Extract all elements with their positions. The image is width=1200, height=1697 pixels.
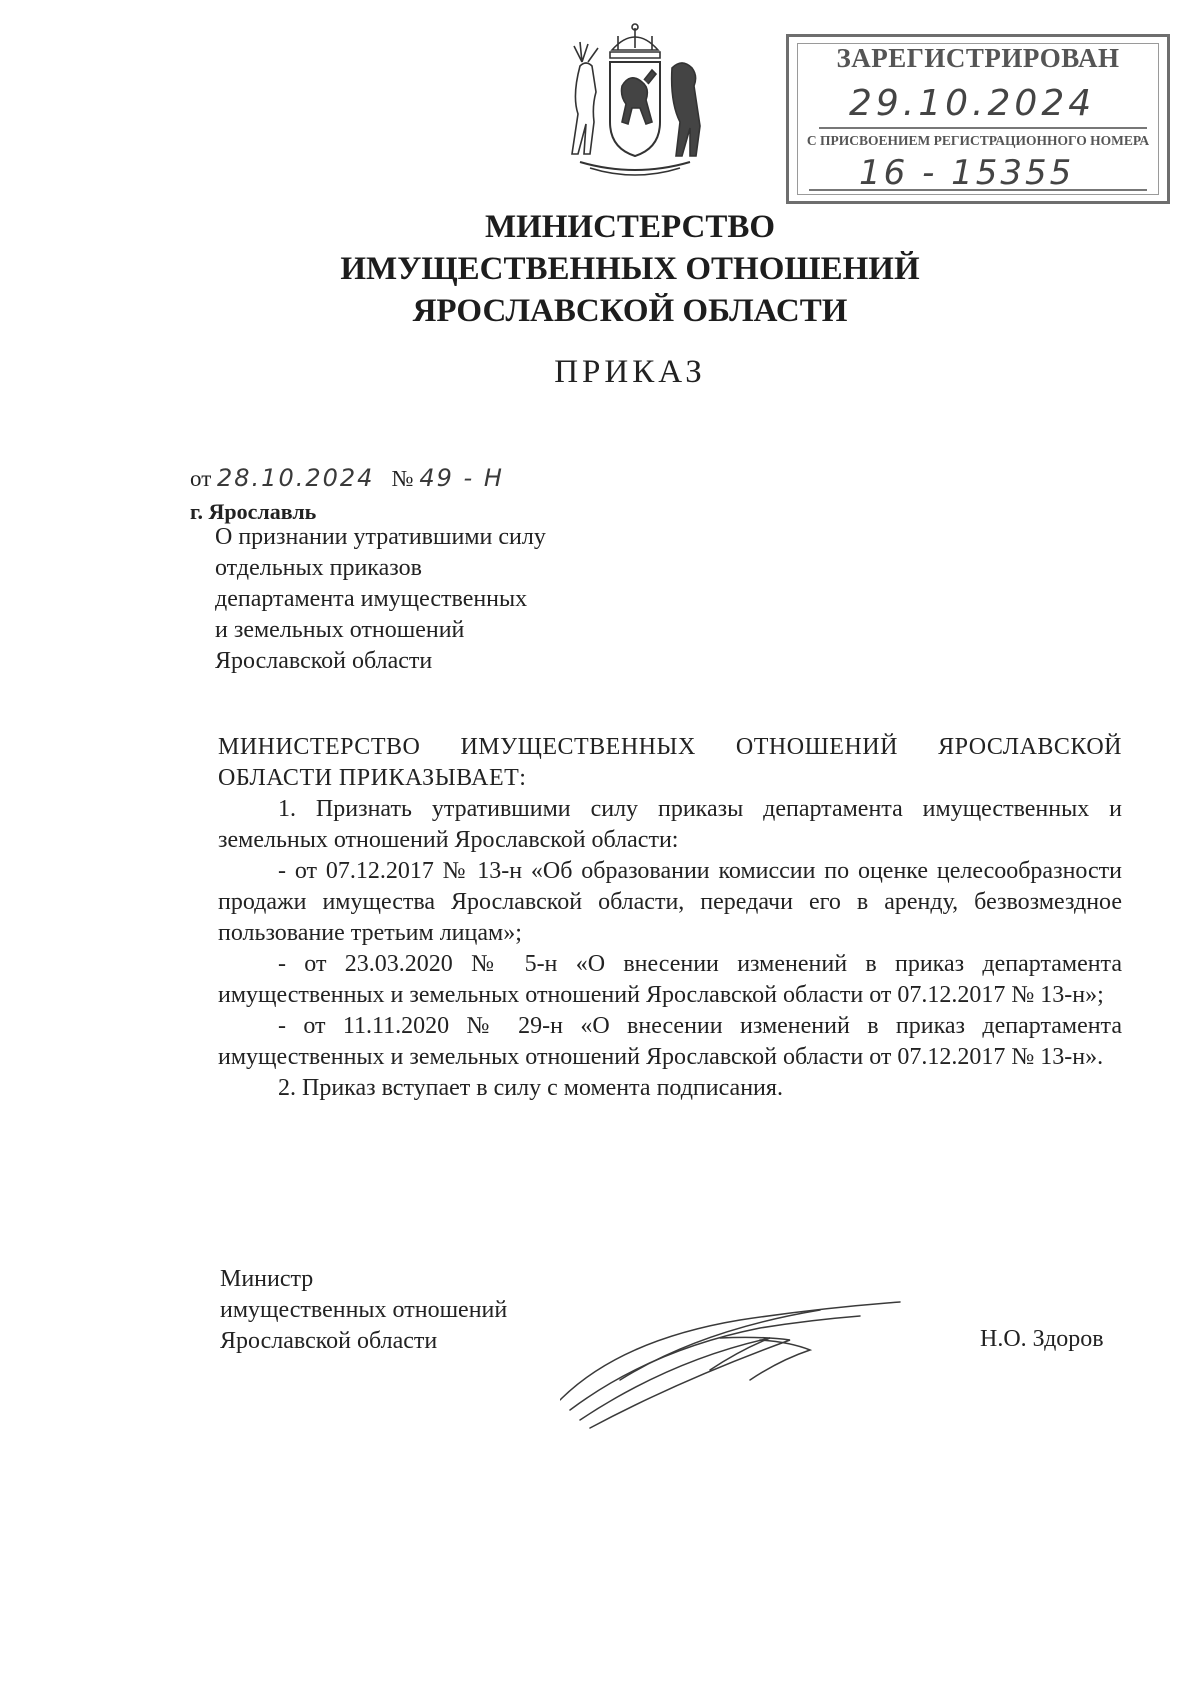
- subject-line: департамента имущественных: [215, 586, 528, 612]
- ministry-title: [300, 206, 960, 332]
- ministry-title-line: ЯРОСЛАВСКОЙ ОБЛАСТИ: [412, 293, 848, 329]
- repealed-order-3: - от 11.11.2020 № 29-н «О внесении изменений в приказ департамента имущественных и земельных отношений Ярославской области от 07.12.2017 № 13-н».: [218, 1013, 1122, 1070]
- document-type: ПРИКАЗ: [554, 354, 706, 390]
- preamble-line: ОБЛАСТИ ПРИКАЗЫВАЕТ:: [218, 765, 527, 791]
- order-date: 28.10.2024: [217, 464, 375, 492]
- order-subject: [215, 522, 635, 677]
- number-prefix: №: [391, 466, 414, 491]
- ministry-title-line: ИМУЩЕСТВЕННЫХ ОТНОШЕНИЙ: [340, 251, 920, 287]
- signer-position-line: имущественных отношений: [220, 1297, 508, 1323]
- date-number-line: [190, 464, 504, 492]
- stamp-subtitle: С ПРИСВОЕНИЕМ РЕГИСТРАЦИОННОГО НОМЕРА: [806, 133, 1150, 148]
- repealed-order-1: - от 07.12.2017 № 13-н «Об образовании комиссии по оценке целесообразности продажи имущества Ярославской области, передачи его в аренду, безвозмездное пользование третьим лицам»;: [218, 858, 1122, 946]
- order-number: 49 - Н: [419, 464, 504, 492]
- stamp-divider: [819, 127, 1147, 129]
- registration-stamp: [786, 34, 1170, 204]
- city: г. Ярославль: [190, 499, 317, 524]
- signer-name: Н.О. Здоров: [980, 1326, 1104, 1352]
- date-prefix: от: [190, 466, 212, 491]
- order-item-2: 2. Приказ вступает в силу с момента подписания.: [278, 1075, 783, 1101]
- order-item-1: 1. Признать утратившими силу приказы департамента имущественных и земельных отношений Ярославской области:: [218, 796, 1122, 853]
- stamp-date: 29.10.2024: [849, 83, 1096, 124]
- handwritten-signature-icon: [560, 1280, 940, 1430]
- subject-line: и земельных отношений: [215, 617, 465, 643]
- stamp-divider: [809, 189, 1147, 191]
- preamble-line: МИНИСТЕРСТВО ИМУЩЕСТВЕННЫХ ОТНОШЕНИЙ ЯРОСЛАВСКОЙ: [218, 734, 1122, 760]
- coat-of-arms-icon: [560, 22, 710, 182]
- stamp-title: ЗАРЕГИСТРИРОВАН: [836, 43, 1120, 73]
- order-body: [218, 732, 1122, 1104]
- ministry-title-line: МИНИСТЕРСТВО: [484, 209, 776, 245]
- signer-position: [220, 1264, 580, 1357]
- subject-line: отдельных приказов: [215, 555, 422, 581]
- signer-position-line: Министр: [220, 1266, 314, 1292]
- subject-line: Ярославской области: [215, 648, 433, 674]
- repealed-order-2: - от 23.03.2020 № 5-н «О внесении изменений в приказ департамента имущественных и земельных отношений Ярославской области от 07.12.2017 № 13-н»;: [218, 951, 1122, 1008]
- stamp-registration-number: 16 - 15355: [859, 153, 1075, 193]
- subject-line: О признании утратившими силу: [215, 524, 546, 550]
- signer-position-line: Ярославской области: [220, 1328, 438, 1354]
